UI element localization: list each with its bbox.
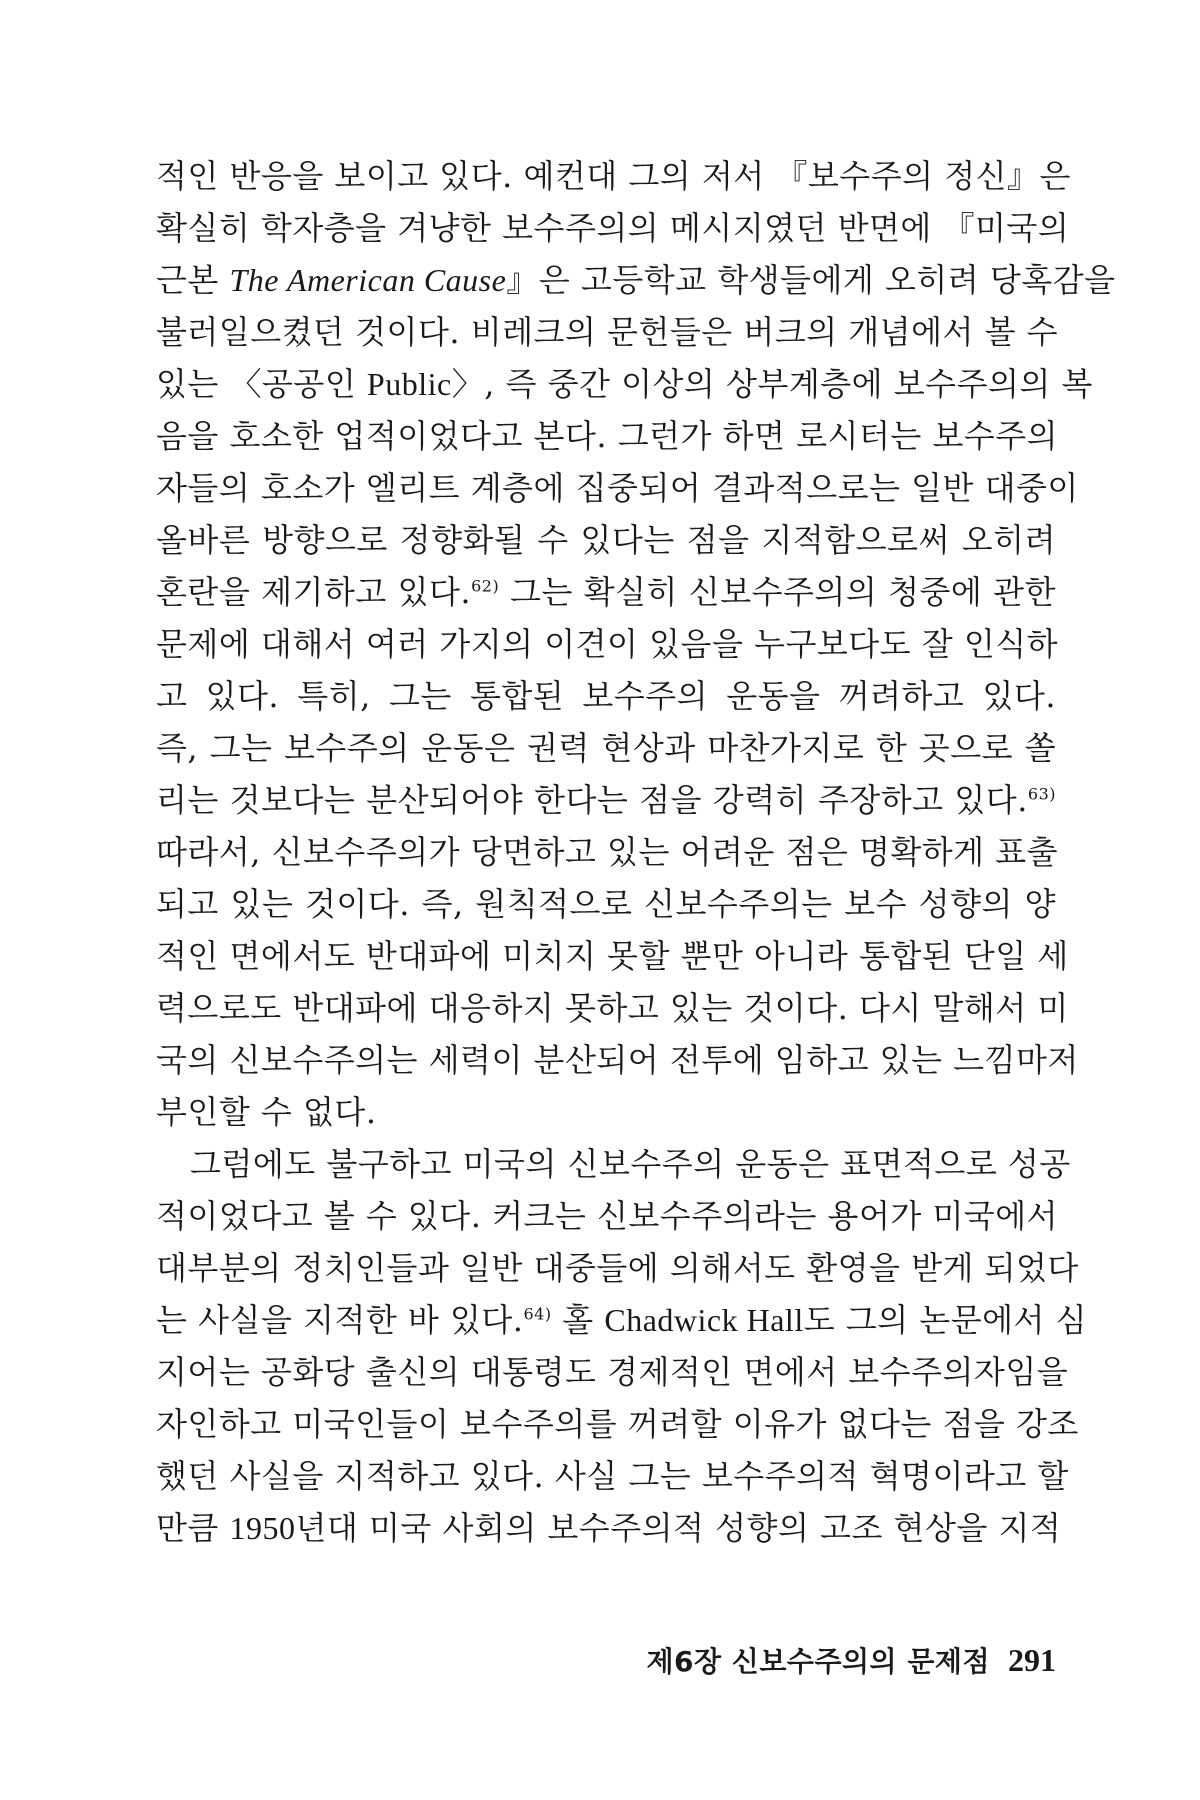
text-segment: 즉, 그는 보수주의 운동은 권력 현상과 마찬가지로 한 곳으로 쏠: [156, 729, 1056, 767]
text-segment: 적이었다고 볼 수 있다. 커크는 신보수주의라는 용어가 미국에서: [156, 1197, 1059, 1235]
footnote-ref: 64): [523, 1304, 552, 1324]
text-line: [156, 1242, 1079, 1294]
text-line: [156, 150, 1071, 202]
text-segment: 확실히 학자층을 겨냥한 보수주의의 메시지였던 반면에 『미국의: [156, 209, 1070, 247]
text-segment: 적인 반응을 보이고 있다. 예컨대 그의 저서 『보수주의 정신』은: [156, 157, 1071, 195]
text-line: [156, 462, 1079, 514]
text-line: [156, 670, 1056, 722]
text-line: [156, 358, 1093, 410]
text-line: [156, 410, 1059, 462]
text-segment: 문제에 대해서 여러 가지의 이견이 있음을 누구보다도 잘 인식하: [156, 625, 1059, 663]
text-line: [156, 774, 1056, 826]
text-line: [156, 982, 1069, 1034]
text-line: [156, 1034, 1079, 1086]
page-footer: [636, 1640, 1056, 1680]
text-segment: 자인하고 미국인들이 보수주의를 꺼려할 이유가 없다는 점을 강조: [156, 1405, 1079, 1443]
text-segment: 지어는 공화당 출신의 대통령도 경제적인 면에서 보수주의자임을: [156, 1353, 1069, 1391]
text-segment: 』은 고등학교 학생들에게 오히려 당혹감을: [506, 261, 1116, 299]
text-segment: 음을 호소한 업적이었다고 본다. 그런가 하면 로시터는 보수주의: [156, 417, 1059, 455]
text-line: [156, 1138, 1071, 1190]
text-segment: 고 있다. 특히, 그는 통합된 보수주의 운동을 꺼려하고 있다.: [156, 677, 1056, 715]
text-line: [156, 202, 1070, 254]
text-line: [156, 1190, 1059, 1242]
text-segment: The American Cause: [229, 262, 507, 298]
footnote-ref: 63): [1027, 784, 1056, 804]
text-segment: 자들의 호소가 엘리트 계층에 집중되어 결과적으로는 일반 대중이: [156, 469, 1079, 507]
text-segment: 따라서, 신보수주의가 당면하고 있는 어려운 점은 명확하게 표출: [156, 833, 1059, 871]
text-segment: Chadwick Hall: [604, 1302, 804, 1338]
footnote-ref: 62): [471, 576, 500, 596]
text-line: [156, 1294, 1088, 1346]
text-segment: 적인 면에서도 반대파에 미치지 못할 뿐만 아니라 통합된 단일 세: [156, 937, 1069, 975]
text-line: [156, 826, 1059, 878]
text-line: [156, 618, 1059, 670]
text-segment: 대부분의 정치인들과 일반 대중들에 의해서도 환영을 받게 되었다: [156, 1249, 1079, 1287]
text-segment: 근본: [156, 261, 230, 299]
text-segment: Public: [366, 366, 452, 402]
text-segment: 도 그의 논문에서 심: [803, 1301, 1088, 1339]
text-line: [156, 1346, 1069, 1398]
text-segment: 그는 확실히 신보수주의의 청중에 관한: [499, 573, 1056, 611]
text-line: [156, 878, 1056, 930]
text-segment: 국의 신보수주의는 세력이 분산되어 전투에 임하고 있는 느낌마저: [156, 1041, 1079, 1079]
text-segment: 년대 미국 사회의 보수주의적 성향의 고조 현상을 지적: [295, 1509, 1062, 1547]
text-segment: 는 사실을 지적한 바 있다.: [156, 1301, 524, 1339]
text-line: [156, 1502, 1062, 1554]
chapter-title: 제6장 신보수주의의 문제점: [646, 1645, 990, 1678]
text-line: [156, 1398, 1079, 1450]
text-segment: 있는 〈공공인: [156, 365, 367, 403]
page-number: 291: [1008, 1642, 1056, 1678]
text-segment: 부인할 수 없다.: [156, 1093, 377, 1131]
text-segment: 〉, 즉 중간 이상의 상부계층에 보수주의의 복: [451, 365, 1093, 403]
text-line: [156, 1086, 1056, 1138]
text-line: [156, 930, 1069, 982]
text-line: [156, 254, 1116, 306]
text-line: [156, 306, 1059, 358]
text-line: [156, 1450, 1069, 1502]
text-segment: 되고 있는 것이다. 즉, 원칙적으로 신보수주의는 보수 성향의 양: [156, 885, 1056, 923]
text-segment: 불러일으켰던 것이다. 비레크의 문헌들은 버크의 개념에서 볼 수: [156, 313, 1059, 351]
text-line: [156, 514, 1056, 566]
text-segment: 만큼: [156, 1509, 230, 1547]
text-line: [156, 566, 1056, 618]
text-segment: 했던 사실을 지적하고 있다. 사실 그는 보수주의적 혁명이라고 할: [156, 1457, 1069, 1495]
text-line: [156, 722, 1056, 774]
text-segment: 그럼에도 불구하고 미국의 신보수주의 운동은 표면적으로 성공: [190, 1145, 1071, 1183]
text-segment: 리는 것보다는 분산되어야 한다는 점을 강력히 주장하고 있다.: [156, 781, 1028, 819]
text-segment: 력으로도 반대파에 대응하지 못하고 있는 것이다. 다시 말해서 미: [156, 989, 1069, 1027]
text-segment: 홀: [551, 1301, 605, 1339]
text-segment: 올바른 방향으로 정향화될 수 있다는 점을 지적함으로써 오히려: [156, 521, 1056, 559]
body-text: [156, 150, 1116, 1554]
text-segment: 혼란을 제기하고 있다.: [156, 573, 472, 611]
text-segment: 1950: [229, 1510, 296, 1546]
